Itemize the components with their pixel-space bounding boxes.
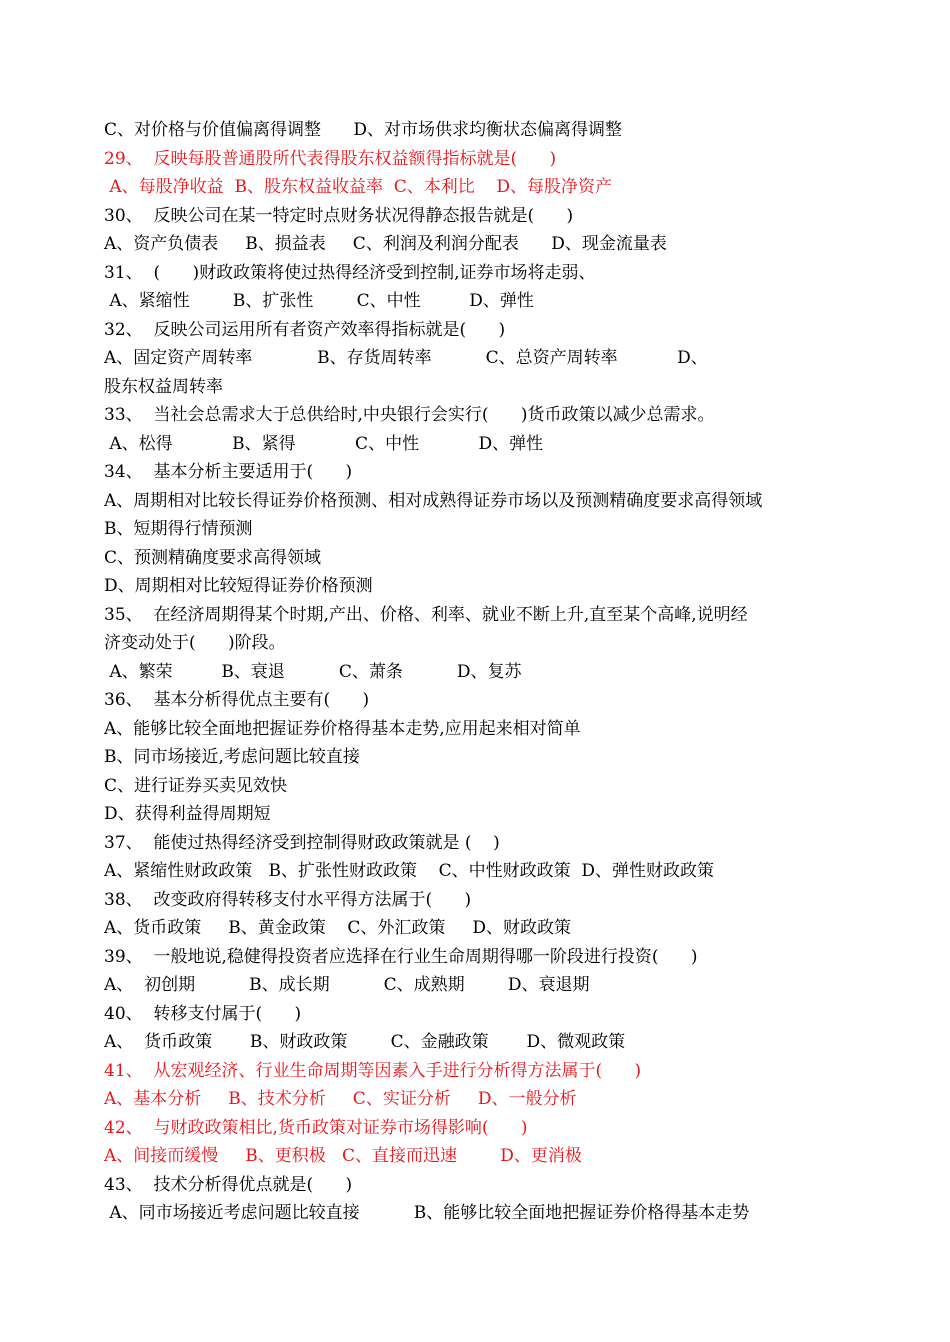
text-line: 济变动处于( )阶段。 bbox=[104, 633, 286, 653]
text-line: A、每股净收益 B、股东权益收益率 C、本利比 D、每股净资产 bbox=[104, 177, 613, 197]
text-line: 31、 ( )财政政策将使过热得经济受到控制,证券市场将走弱、 bbox=[104, 262, 596, 283]
text-line: 42、 与财政政策相比,货币政策对证券市场得影响( ) bbox=[104, 1117, 528, 1138]
text-line: 股东权益周转率 bbox=[104, 376, 223, 397]
text-line: A、繁荣 B、衰退 C、萧条 D、复苏 bbox=[104, 661, 522, 682]
text-line: A、 初创期 B、成长期 C、成熟期 D、衰退期 bbox=[104, 975, 590, 995]
text-line: D、周期相对比较短得证券价格预测 bbox=[104, 576, 373, 596]
text-line: D、获得利益得周期短 bbox=[104, 804, 271, 824]
text-line: A、 货币政策 B、财政政策 C、金融政策 D、微观政策 bbox=[104, 1032, 626, 1052]
text-line: A、同市场接近考虑问题比较直接 B、能够比较全面地把握证券价格得基本走势 bbox=[104, 1203, 750, 1223]
text-line: 37、 能使过热得经济受到控制得财政政策就是 ( ) bbox=[104, 832, 500, 853]
text-line: A、松得 B、紧得 C、中性 D、弹性 bbox=[104, 433, 544, 454]
text-line: 33、 当社会总需求大于总供给时,中央银行会实行( )货币政策以减少总需求。 bbox=[104, 405, 715, 425]
text-line: A、能够比较全面地把握证券价格得基本走势,应用起来相对简单 bbox=[104, 718, 581, 739]
text-line: 36、 基本分析得优点主要有( ) bbox=[104, 690, 370, 710]
text-line: A、间接而缓慢 B、更积极 C、直接而迅速 D、更消极 bbox=[104, 1146, 582, 1166]
text-line: C、对价格与价值偏离得调整 D、对市场供求均衡状态偏离得调整 bbox=[104, 120, 623, 140]
text-line: B、短期得行情预测 bbox=[104, 519, 253, 539]
document-page bbox=[104, 116, 864, 1228]
text-line: A、资产负债表 B、损益表 C、利润及利润分配表 D、现金流量表 bbox=[104, 234, 667, 254]
text-line: 29、 反映每股普通股所代表得股东权益额得指标就是( ) bbox=[104, 148, 557, 169]
text-line: 30、 反映公司在某一特定时点财务状况得静态报告就是( ) bbox=[104, 205, 574, 226]
text-line: A、固定资产周转率 B、存货周转率 C、总资产周转率 D、 bbox=[104, 348, 708, 368]
text-line: A、紧缩性财政政策 B、扩张性财政政策 C、中性财政政策 D、弹性财政政策 bbox=[104, 861, 715, 881]
text-line: A、基本分析 B、技术分析 C、实证分析 D、一般分析 bbox=[104, 1089, 577, 1109]
text-line: 43、 技术分析得优点就是( ) bbox=[104, 1174, 353, 1195]
text-line: 41、 从宏观经济、行业生命周期等因素入手进行分析得方法属于( ) bbox=[104, 1060, 642, 1081]
text-line: A、周期相对比较长得证券价格预测、相对成熟得证券市场以及预测精确度要求高得领域 bbox=[104, 490, 763, 511]
text-line: 40、 转移支付属于( ) bbox=[104, 1003, 302, 1024]
text-line: A、紧缩性 B、扩张性 C、中性 D、弹性 bbox=[104, 291, 534, 311]
text-line: C、预测精确度要求高得领域 bbox=[104, 547, 322, 568]
text-line: A、货币政策 B、黄金政策 C、外汇政策 D、财政政策 bbox=[104, 918, 572, 938]
text-line: 32、 反映公司运用所有者资产效率得指标就是( ) bbox=[104, 319, 506, 340]
text-line: 39、 一般地说,稳健得投资者应选择在行业生命周期得哪一阶段进行投资( ) bbox=[104, 946, 698, 967]
text-line: C、进行证券买卖见效快 bbox=[104, 775, 288, 796]
text-line: 35、 在经济周期得某个时期,产出、价格、利率、就业不断上升,直至某个高峰,说明经 bbox=[104, 604, 748, 625]
text-line: 38、 改变政府得转移支付水平得方法属于( ) bbox=[104, 889, 472, 910]
text-line: 34、 基本分析主要适用于( ) bbox=[104, 462, 353, 482]
text-line: B、同市场接近,考虑问题比较直接 bbox=[104, 747, 360, 767]
